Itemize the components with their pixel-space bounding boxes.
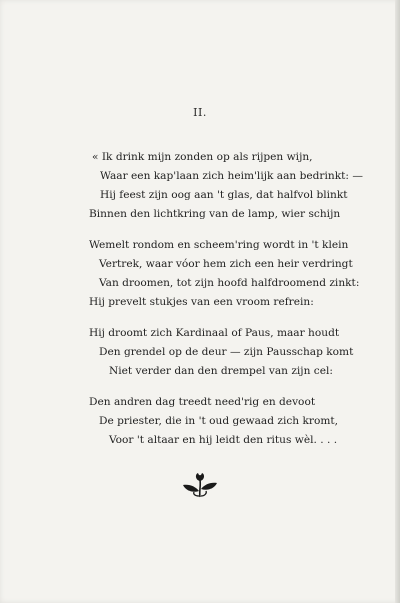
poem-line: Hij droomt zich Kardinaal of Paus, maar houdt bbox=[89, 327, 340, 339]
poem-line: Vertrek, waar vóor hem zich een heir verdringt bbox=[99, 258, 353, 270]
poem-line: Binnen den lichtkring van de lamp, wier schijn bbox=[89, 208, 341, 220]
poem-line: Hij feest zijn oog aan 't glas, dat halfvol blinkt bbox=[100, 189, 348, 201]
stanza-2 bbox=[0, 236, 400, 312]
poem-line: Waar een kap'laan zich heim'lijk aan bedrinkt: — bbox=[100, 170, 363, 182]
floral-ornament-icon bbox=[180, 471, 220, 499]
poem-line: De priester, die in 't oud gewaad zich kromt, bbox=[99, 415, 339, 427]
poem-line: Wemelt rondom en scheem'ring wordt in 't klein bbox=[89, 239, 349, 251]
stanza-1 bbox=[0, 148, 400, 224]
poem-line: Van droomen, tot zijn hoofd halfdroomend zinkt: bbox=[99, 277, 360, 289]
poem-line: Voor 't altaar en hij leidt den ritus wèl. . . . bbox=[109, 434, 338, 446]
poem-line: Den andren dag treedt need'rig en devoot bbox=[89, 396, 316, 408]
stanza-3 bbox=[0, 324, 400, 381]
poem-line: Den grendel op de deur — zijn Pausschap komt bbox=[99, 346, 354, 358]
poem-line: Hij prevelt stukjes van een vroom refrein: bbox=[89, 296, 314, 308]
poem bbox=[0, 148, 400, 462]
section-number: II. bbox=[193, 106, 207, 119]
stanza-4 bbox=[0, 393, 400, 450]
poem-line: « Ik drink mijn zonden op als rijpen wijn, bbox=[92, 151, 313, 163]
poem-line: Niet verder dan den drempel van zijn cel: bbox=[109, 365, 333, 377]
